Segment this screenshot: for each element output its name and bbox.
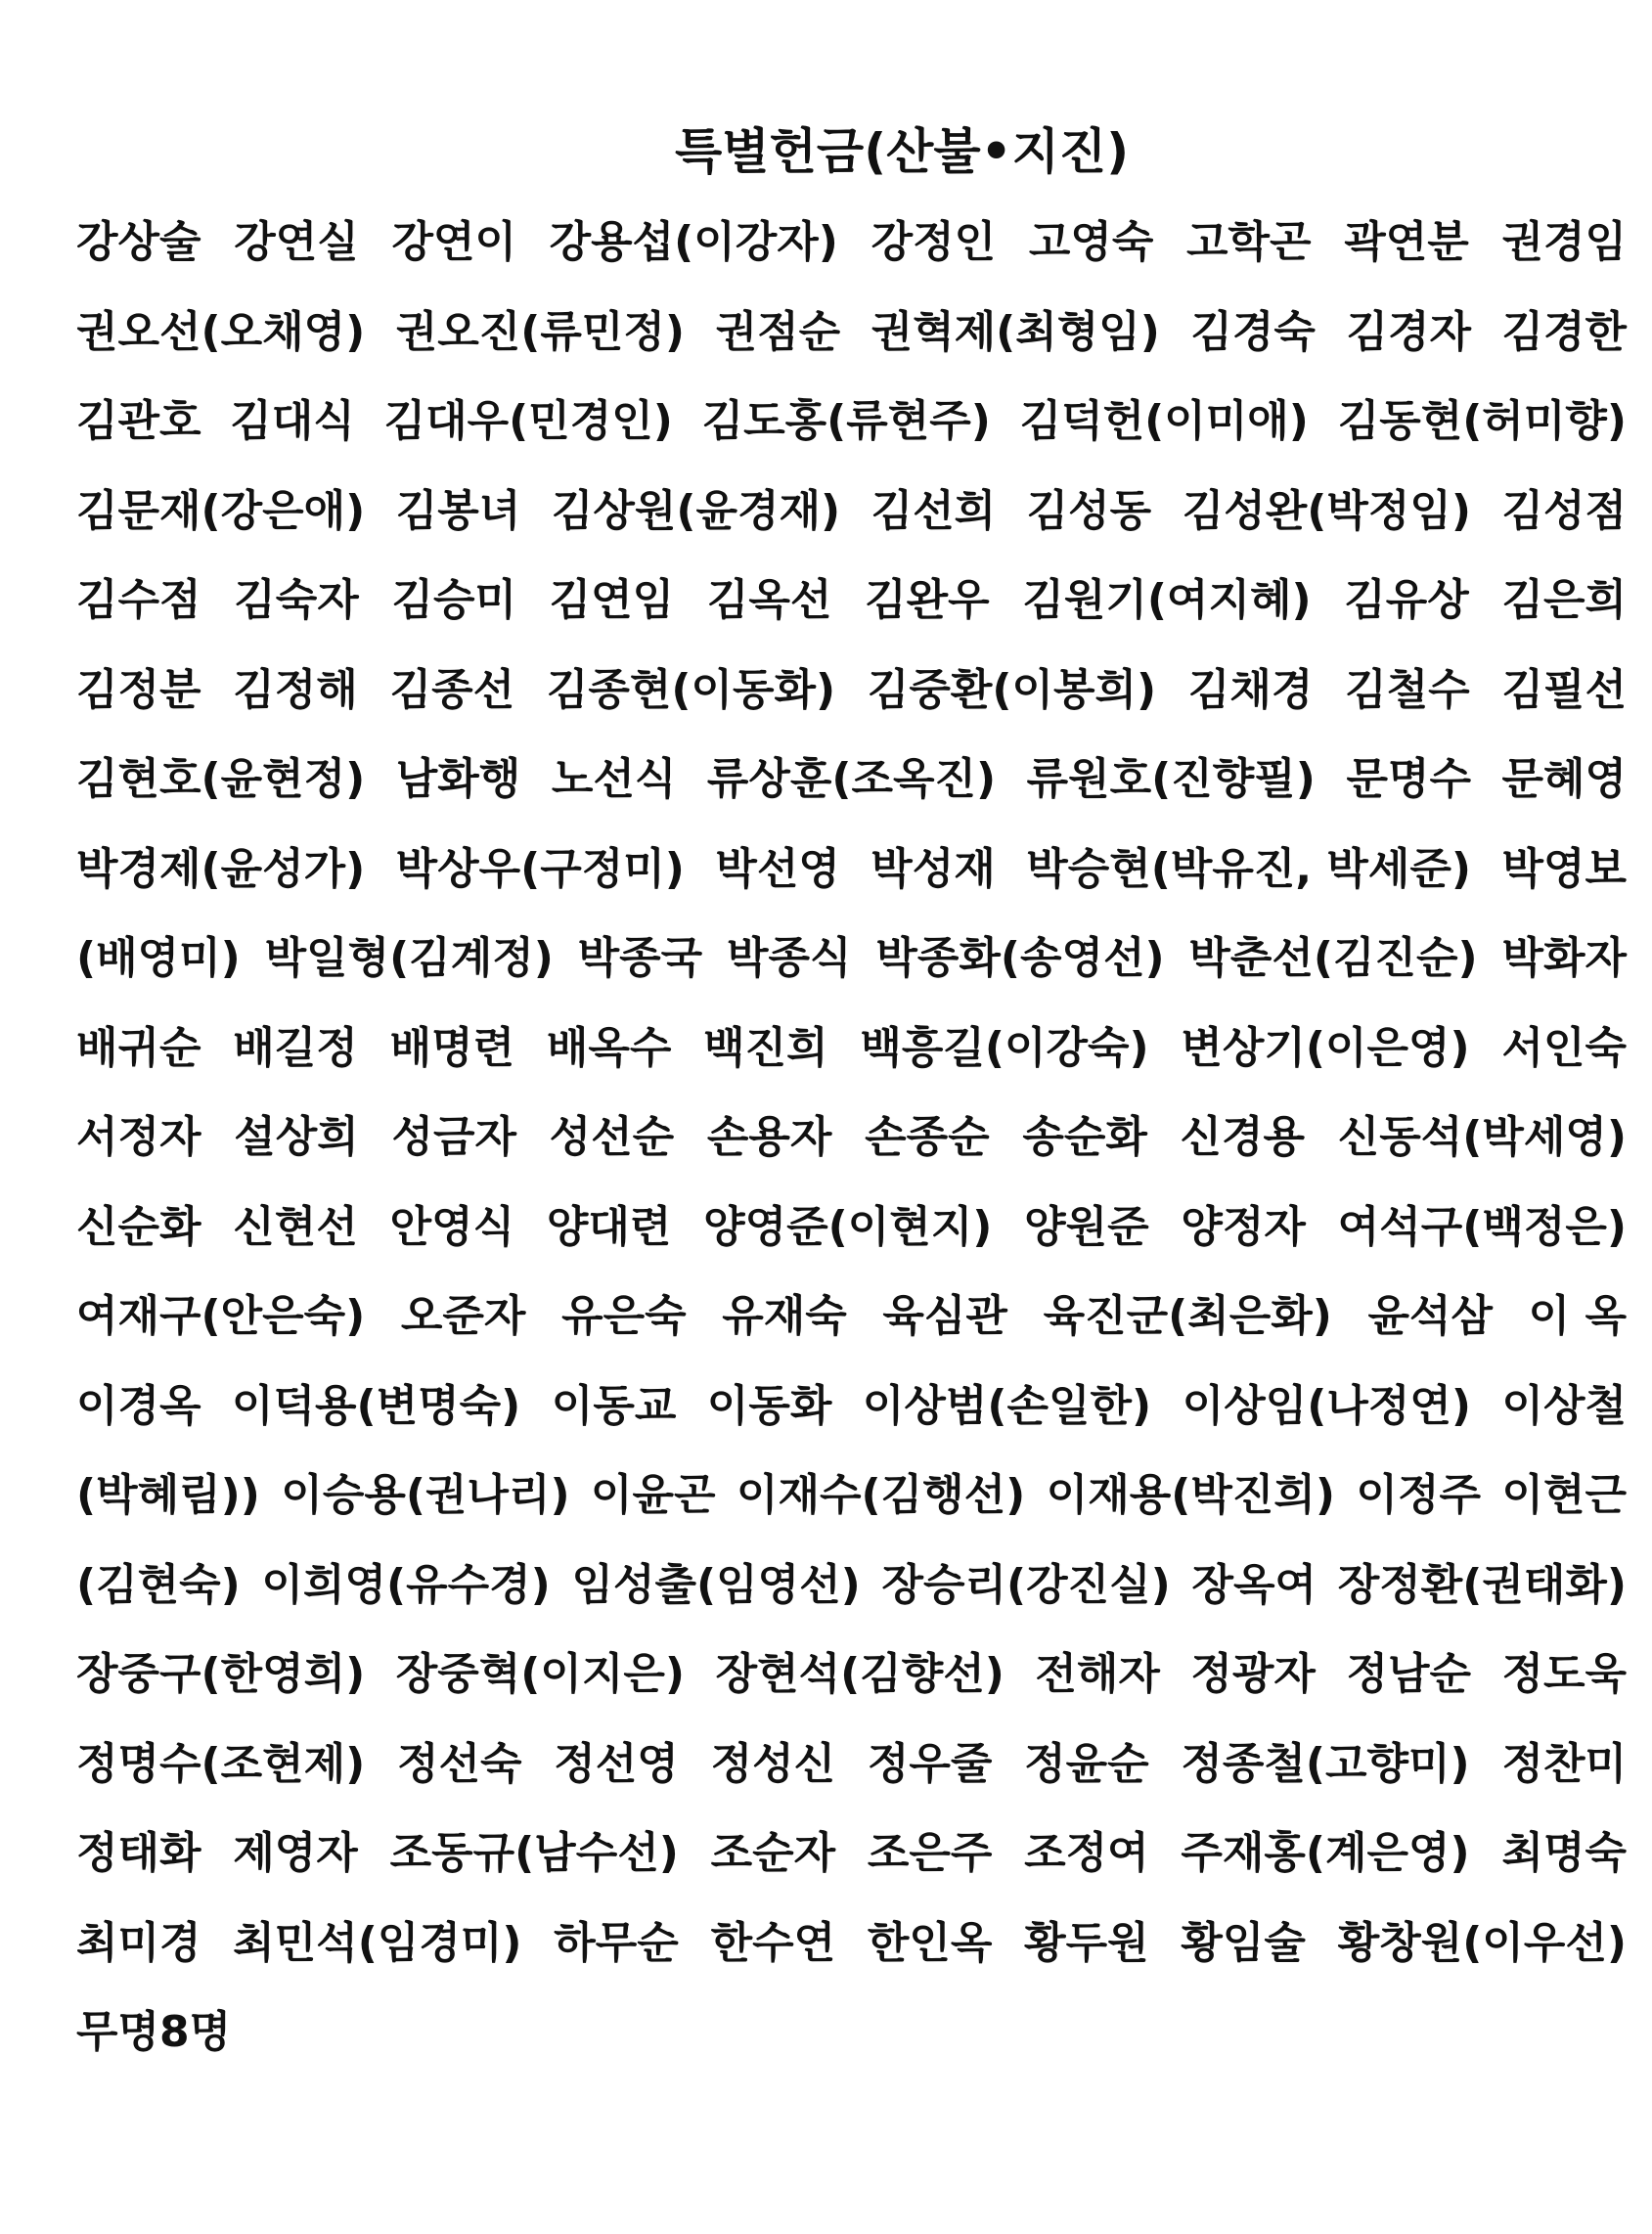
donor-name: 배길정 [233,1022,358,1073]
donor-row [76,1023,1627,1113]
donor-name: 박성재 [871,843,996,894]
donor-name: 박종화(송영선) [875,933,1165,983]
donor-name: 임성출(임영선) [571,1559,861,1610]
donor-name: 양정자 [1181,1201,1306,1252]
donor-name: 백진희 [703,1022,828,1073]
donor-name: 강연실 [234,217,359,267]
donor-name: 김상원(윤경재) [551,485,841,536]
donor-name: 김종선 [389,664,515,715]
donor-name: 배명련 [389,1022,515,1073]
donor-name: 김경자 [1346,306,1471,357]
donor-row [76,217,1627,307]
donor-row [76,1560,1627,1650]
donor-name: 이정주 [1356,1470,1481,1520]
donor-name: 이희영(유수경) [261,1559,551,1610]
donor-name: 정윤순 [1024,1738,1149,1789]
donor-name: 권경임 [1501,217,1627,267]
donor-name: 서정자 [76,1112,201,1162]
donor-name: 노선식 [551,754,677,804]
donor-name: 강용섭(이강자) [549,217,838,267]
donor-name: 오준자 [400,1291,526,1341]
donor-name: 권혁제(최형임) [871,306,1160,357]
donor-name: 신현선 [233,1201,358,1252]
donor-name: 정도욱 [1501,1649,1627,1699]
donor-name: 김문재(강은애) [76,485,366,536]
donor-name: 김정분 [76,664,201,715]
page-title: 특별헌금(산불•지진) [675,123,1130,180]
donor-name: 김중환(이봉희) [867,664,1157,715]
donor-name: 김종현(이동화) [546,664,836,715]
donor-name: 정종철(고향미) [1181,1738,1470,1789]
donor-row [76,1918,1627,2008]
donor-name: 신순화 [76,1201,201,1252]
donor-name: 박상우(구정미) [395,843,685,894]
donor-name: (배영미) [76,933,241,983]
donor-name: 이재수(김행선) [737,1470,1026,1520]
donor-name: 권오선(오채영) [76,306,366,357]
donor-row [76,575,1627,665]
donor-name: 배옥수 [546,1022,672,1073]
donor-name: 김유상 [1344,575,1469,625]
donor-name: 제영자 [233,1828,358,1878]
donor-name: 배귀순 [76,1022,201,1073]
donor-name: 장정환(권태화) [1337,1559,1627,1610]
donor-name: 이상임(나정연) [1182,1380,1471,1431]
donor-row [76,844,1627,934]
donor-name: 윤석삼 [1367,1291,1494,1341]
donor-row [76,1470,1627,1560]
donor-name: 정광자 [1190,1649,1316,1699]
donor-row [76,1291,1627,1381]
donor-name: 백흥길(이강숙) [860,1022,1149,1073]
donor-name: 최명숙 [1501,1828,1627,1878]
donor-name: 이덕용(변명숙) [232,1380,521,1431]
donor-name: 장중혁(이지은) [395,1649,686,1699]
donor-name: 김승미 [391,575,516,625]
donor-name: 김정해 [233,664,358,715]
donor-name: 유은숙 [561,1291,687,1341]
donor-name: 김현호(윤현정) [76,754,366,804]
donor-name: 조순자 [710,1828,836,1878]
donor-name: 곽연분 [1344,217,1469,267]
donor-name: 장중구(한영희) [76,1649,366,1699]
donor-name: 육진군(최은화) [1043,1291,1332,1341]
donor-name: 박승현(박유진, 박세준) [1026,843,1472,894]
donor-name: 김대식 [230,396,355,446]
donor-name: 이재용(박진희) [1046,1470,1335,1520]
donor-row [76,933,1627,1023]
donor-name: 조은주 [867,1828,993,1878]
donor-name: 신동석(박세영) [1337,1112,1627,1162]
donor-row [76,1381,1627,1471]
donor-name: 정남순 [1346,1649,1471,1699]
donor-name: 정명수(조현제) [76,1738,366,1789]
donor-name: 김숙자 [234,575,359,625]
donor-name: 이승용(권나리) [281,1470,570,1520]
donor-name: 박화자 [1501,933,1627,983]
donor-name: 정성신 [710,1738,836,1789]
donor-name-list [76,217,1627,2097]
donor-name: 변상기(이은영) [1181,1022,1470,1073]
donor-name: 강상술 [76,217,201,267]
donor-name: 육심관 [882,1291,1007,1341]
donor-name: 양영준(이현지) [703,1201,993,1252]
donor-name: 이 옥 [1528,1291,1627,1341]
donor-name: 정태화 [76,1828,201,1878]
donor-name: 박춘선(김진순) [1188,933,1478,983]
donor-name: 설상희 [234,1112,359,1162]
donor-name: 이현근 [1501,1470,1627,1520]
donor-name: 조동규(남수선) [389,1828,679,1878]
donor-name: 권점순 [715,306,841,357]
donor-name: 정선영 [554,1738,679,1789]
donor-name: 이상범(손일한) [862,1380,1152,1431]
donor-name: 류상훈(조옥진) [706,754,997,804]
donor-name: 안영식 [389,1201,515,1252]
donor-name: 신경용 [1180,1112,1306,1162]
donor-name: 무명8명 [76,2007,232,2057]
donor-name: 권오진(류민정) [395,306,686,357]
donor-name: (박혜림)) [76,1470,260,1520]
donor-name: 김도홍(류현주) [701,396,991,446]
donor-name: 김경한 [1501,306,1627,357]
donor-name: 양원준 [1024,1201,1149,1252]
donor-name: 황두원 [1024,1917,1149,1968]
donor-name: 김필선 [1501,664,1627,715]
donor-name: 김성완(박정임) [1182,485,1471,536]
donor-name: 장옥여 [1191,1559,1317,1610]
donor-row [76,665,1627,755]
donor-name: 김옥선 [706,575,832,625]
donor-row [76,396,1627,486]
donor-name: 황임술 [1181,1917,1306,1968]
donor-name: 주재홍(계은영) [1181,1828,1470,1878]
donor-name: 김덕헌(이미애) [1019,396,1309,446]
donor-name: 김철수 [1345,664,1470,715]
donor-name: 정찬미 [1501,1738,1627,1789]
donor-name: 여석구(백정은) [1337,1201,1627,1252]
donor-name: 박일형(김계정) [264,933,554,983]
donor-row [76,1202,1627,1292]
donor-name: 장승리(강진실) [881,1559,1171,1610]
donor-name: 정선숙 [397,1738,522,1789]
donor-name: 손용자 [706,1112,832,1162]
donor-name: 이윤곤 [591,1470,716,1520]
donor-row [76,307,1627,397]
donor-name: 김동현(허미향) [1337,396,1627,446]
donor-name: 박종식 [726,933,852,983]
donor-name: 김원기(여지혜) [1022,575,1312,625]
donor-name: 류원호(진향필) [1026,754,1316,804]
donor-name: 이동교 [551,1380,677,1431]
donor-name: 이경옥 [76,1380,201,1431]
donor-name: 김연임 [549,575,675,625]
donor-name: 강연이 [391,217,516,267]
donor-row [76,1739,1627,1829]
donor-name: 남화행 [395,754,521,804]
donor-name: 하무순 [554,1917,679,1968]
donor-name: 전해자 [1035,1649,1160,1699]
donor-name: 김성동 [1026,485,1152,536]
donor-name: 정우줄 [867,1738,993,1789]
donor-name: 김채경 [1187,664,1314,715]
donor-name: 고학곤 [1186,217,1312,267]
donor-name: 김관호 [76,396,201,446]
donor-name: 김수점 [76,575,201,625]
donor-name: 박영보 [1501,843,1627,894]
donor-name: 박경제(윤성가) [76,843,366,894]
donor-name: 김성점 [1501,485,1627,536]
donor-name: 김대우(민경인) [383,396,673,446]
donor-name: 이동화 [706,1380,832,1431]
donor-name: 성금자 [391,1112,516,1162]
donor-name: 최미경 [76,1917,201,1968]
donor-name: 김완우 [865,575,990,625]
donor-row [76,1112,1627,1202]
donor-name: 송순화 [1022,1112,1147,1162]
donor-name: 양대련 [546,1201,672,1252]
donor-name: 한인옥 [867,1917,993,1968]
donor-row [76,1649,1627,1739]
donor-row [76,2007,1627,2097]
donor-name: 문명수 [1346,754,1471,804]
donor-name: 한수연 [710,1917,836,1968]
donor-name: 김은희 [1501,575,1627,625]
donor-name: 조정여 [1024,1828,1149,1878]
donor-name: 이상철 [1501,1380,1627,1431]
donor-row [76,486,1627,576]
donor-name: 여재구(안은숙) [76,1291,366,1341]
donor-name: 김봉녀 [395,485,521,536]
donor-name: 장현석(김향선) [715,1649,1005,1699]
donor-name: 박종국 [577,933,703,983]
donor-name: 박선영 [715,843,840,894]
donor-name: (김현숙) [76,1559,241,1610]
donor-name: 강정인 [871,217,997,267]
donor-name: 김선희 [871,485,997,536]
donor-name: 성선순 [549,1112,675,1162]
donor-row [76,1828,1627,1918]
donor-name: 서인숙 [1501,1022,1627,1073]
donor-row [76,754,1627,844]
donor-name: 황창원(이우선) [1337,1917,1627,1968]
donor-name: 김경숙 [1190,306,1316,357]
donor-name: 고영숙 [1028,217,1154,267]
donor-name: 최민석(임경미) [233,1917,522,1968]
donor-name: 손종순 [865,1112,990,1162]
donor-name: 문혜영 [1501,754,1627,804]
donor-name: 유재숙 [722,1291,847,1341]
